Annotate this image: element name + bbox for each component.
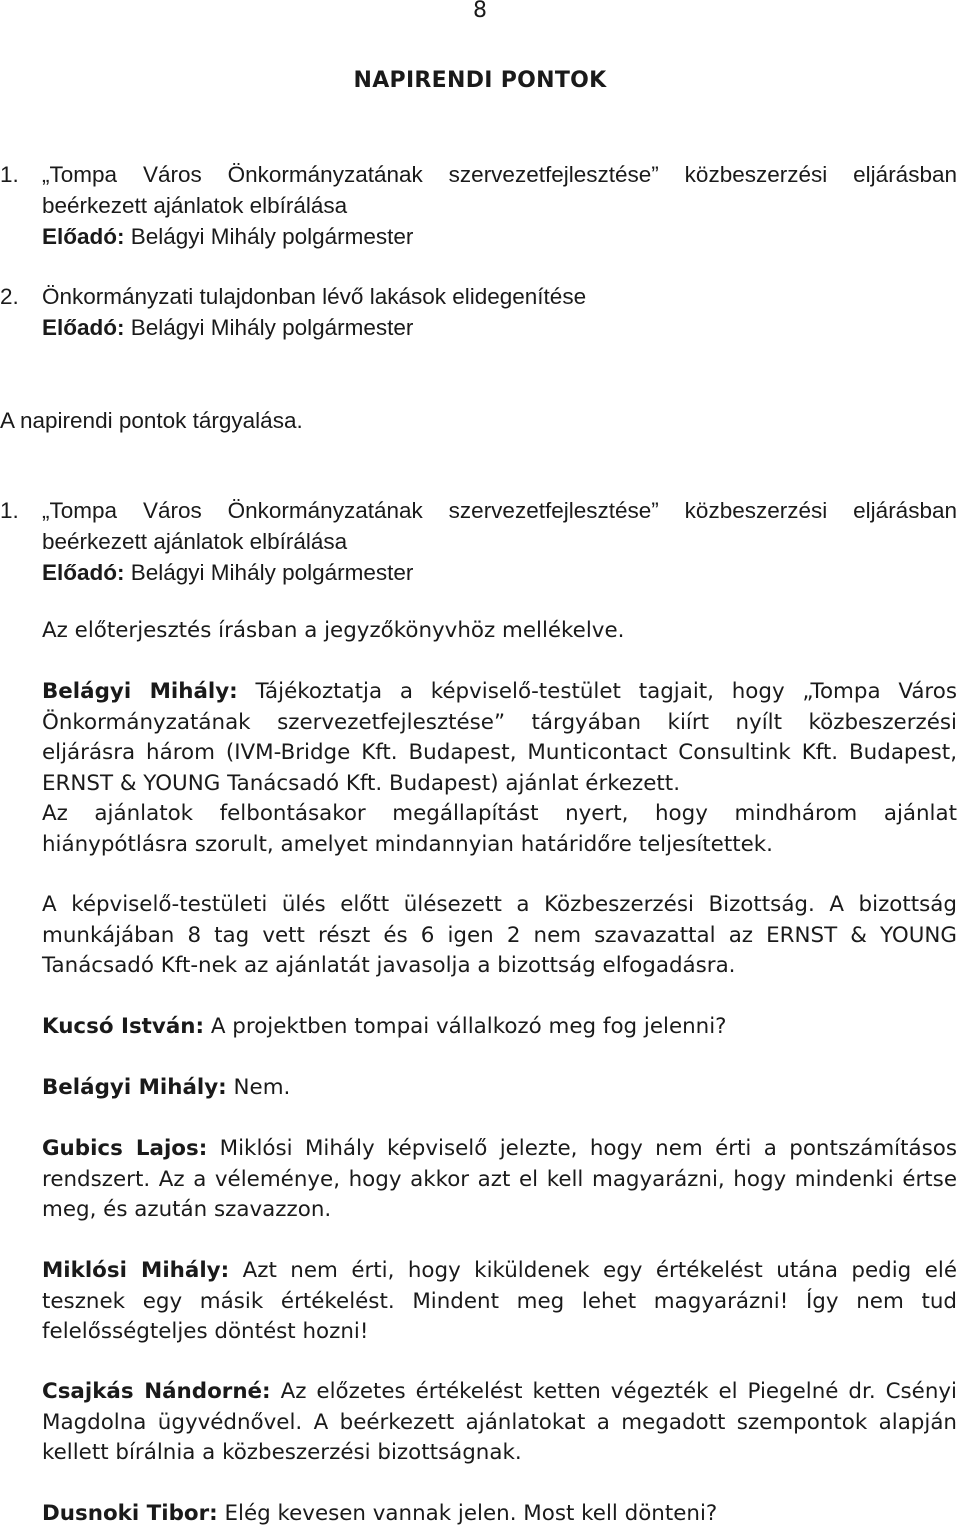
- agenda-item-number: 1.: [0, 162, 19, 187]
- dialogue-speaker: Csajkás Nándorné:: [42, 1379, 271, 1404]
- dialogue-entry: [42, 1377, 957, 1469]
- dialogue-entry: [42, 1012, 957, 1043]
- paragraph-committee: A képviselő-testületi ülés előtt ülésezett a Közbeszerzési Bizottság. A bizottság munkájában 8 tag vett részt és 6 igen 2 nem szavazattal az ERNST & YOUNG Tanácsadó Kft-nek az ajánlatát javasolja a bizottság elfogadásra.: [42, 892, 957, 979]
- dialogue-speaker: Gubics Lajos:: [42, 1136, 208, 1161]
- agenda-item: [0, 159, 957, 252]
- dialogue-speaker: Miklósi Mihály:: [42, 1258, 230, 1283]
- dialogue-text: Az előzetes értékelést ketten végezték el Piegelné dr. Csényi Magdolna ügyvédnővel. A beérkezett ajánlatokat a megadott szempontok alapján kellett bírálnia a közbeszerzési bizottságnak.: [42, 1379, 957, 1466]
- attachment-note: Az előterjesztés írásban a jegyzőkönyvhöz mellékelve.: [42, 618, 625, 643]
- statement-text: Tájékoztatja a képviselő-testület tagjait, hogy „Tompa Város Önkormányzatának szervezetfejlesztése” tárgyában kiírt nyílt közbeszerzési eljárásra három (IVM-Bridge Kft. Budapest, Munticontact Consultink Kft. Budapest, ERNST & YOUNG Tanácsadó Kft. Budapest) ajánlat érkezett.: [42, 679, 957, 796]
- agenda-item-text: Önkormányzati tulajdonban lévő lakások elidegenítése: [42, 284, 587, 309]
- dialogue-entry: [42, 1134, 957, 1226]
- discussion-item-number: 1.: [0, 498, 19, 523]
- agenda-item: [0, 281, 957, 343]
- page-number: 8: [473, 0, 487, 23]
- dialogue-entry: [42, 1499, 957, 1530]
- discussion-item-text: „Tompa Város Önkormányzatának szervezetfejlesztése” közbeszerzési eljárásban beérkezett ajánlatok elbírálása: [42, 498, 957, 554]
- dialogue-text: Nem.: [233, 1075, 291, 1100]
- speaker-name: Belágyi Mihály polgármester: [130, 224, 414, 249]
- dialogue-text: Miklósi Mihály képviselő jelezte, hogy nem érti a pontszámításos rendszert. Az a véleménye, hogy akkor azt el kell magyarázni, hogy mindenki értse meg, és azután szavazzon.: [42, 1136, 957, 1223]
- speaker-name: Belágyi Mihály polgármester: [130, 560, 414, 585]
- speaker-label: Előadó:: [42, 315, 125, 340]
- speaker-label: Előadó:: [42, 560, 125, 585]
- dialogue-speaker: Belágyi Mihály:: [42, 1075, 227, 1100]
- dialogue-entry: [42, 1073, 957, 1104]
- discussion-item: [0, 495, 957, 588]
- dialogue-text: A projektben tompai vállalkozó meg fog jelenni?: [210, 1014, 727, 1039]
- dialogue-speaker: Kucsó István:: [42, 1014, 205, 1039]
- dialogue-text: Elég kevesen vannak jelen. Most kell dönteni?: [224, 1501, 718, 1526]
- dialogue-text: Azt nem érti, hogy kiküldenek egy értékelést utána pedig elé tesznek egy másik értékelést. Mindent meg lehet magyarázni! Így nem tud felelősségteljes döntést hozni!: [42, 1258, 957, 1345]
- dialogue-entry: [42, 1256, 957, 1348]
- paragraph-opening: Az ajánlatok felbontásakor megállapítást nyert, hogy mindhárom ajánlat hiánypótlásra szorult, amelyet mindannyian határidőre teljesítettek.: [42, 801, 957, 857]
- statement: [42, 677, 957, 799]
- speaker-name: Belágyi Mihály polgármester: [130, 315, 414, 340]
- statement-speaker: Belágyi Mihály:: [42, 679, 238, 704]
- discussion-intro: A napirendi pontok tárgyalása.: [0, 408, 303, 433]
- dialogue-speaker: Dusnoki Tibor:: [42, 1501, 218, 1526]
- agenda-item-text: „Tompa Város Önkormányzatának szervezetfejlesztése” közbeszerzési eljárásban beérkezett ajánlatok elbírálása: [42, 162, 957, 218]
- speaker-label: Előadó:: [42, 224, 125, 249]
- page-title: NAPIRENDI PONTOK: [353, 68, 607, 93]
- agenda-item-number: 2.: [0, 284, 19, 309]
